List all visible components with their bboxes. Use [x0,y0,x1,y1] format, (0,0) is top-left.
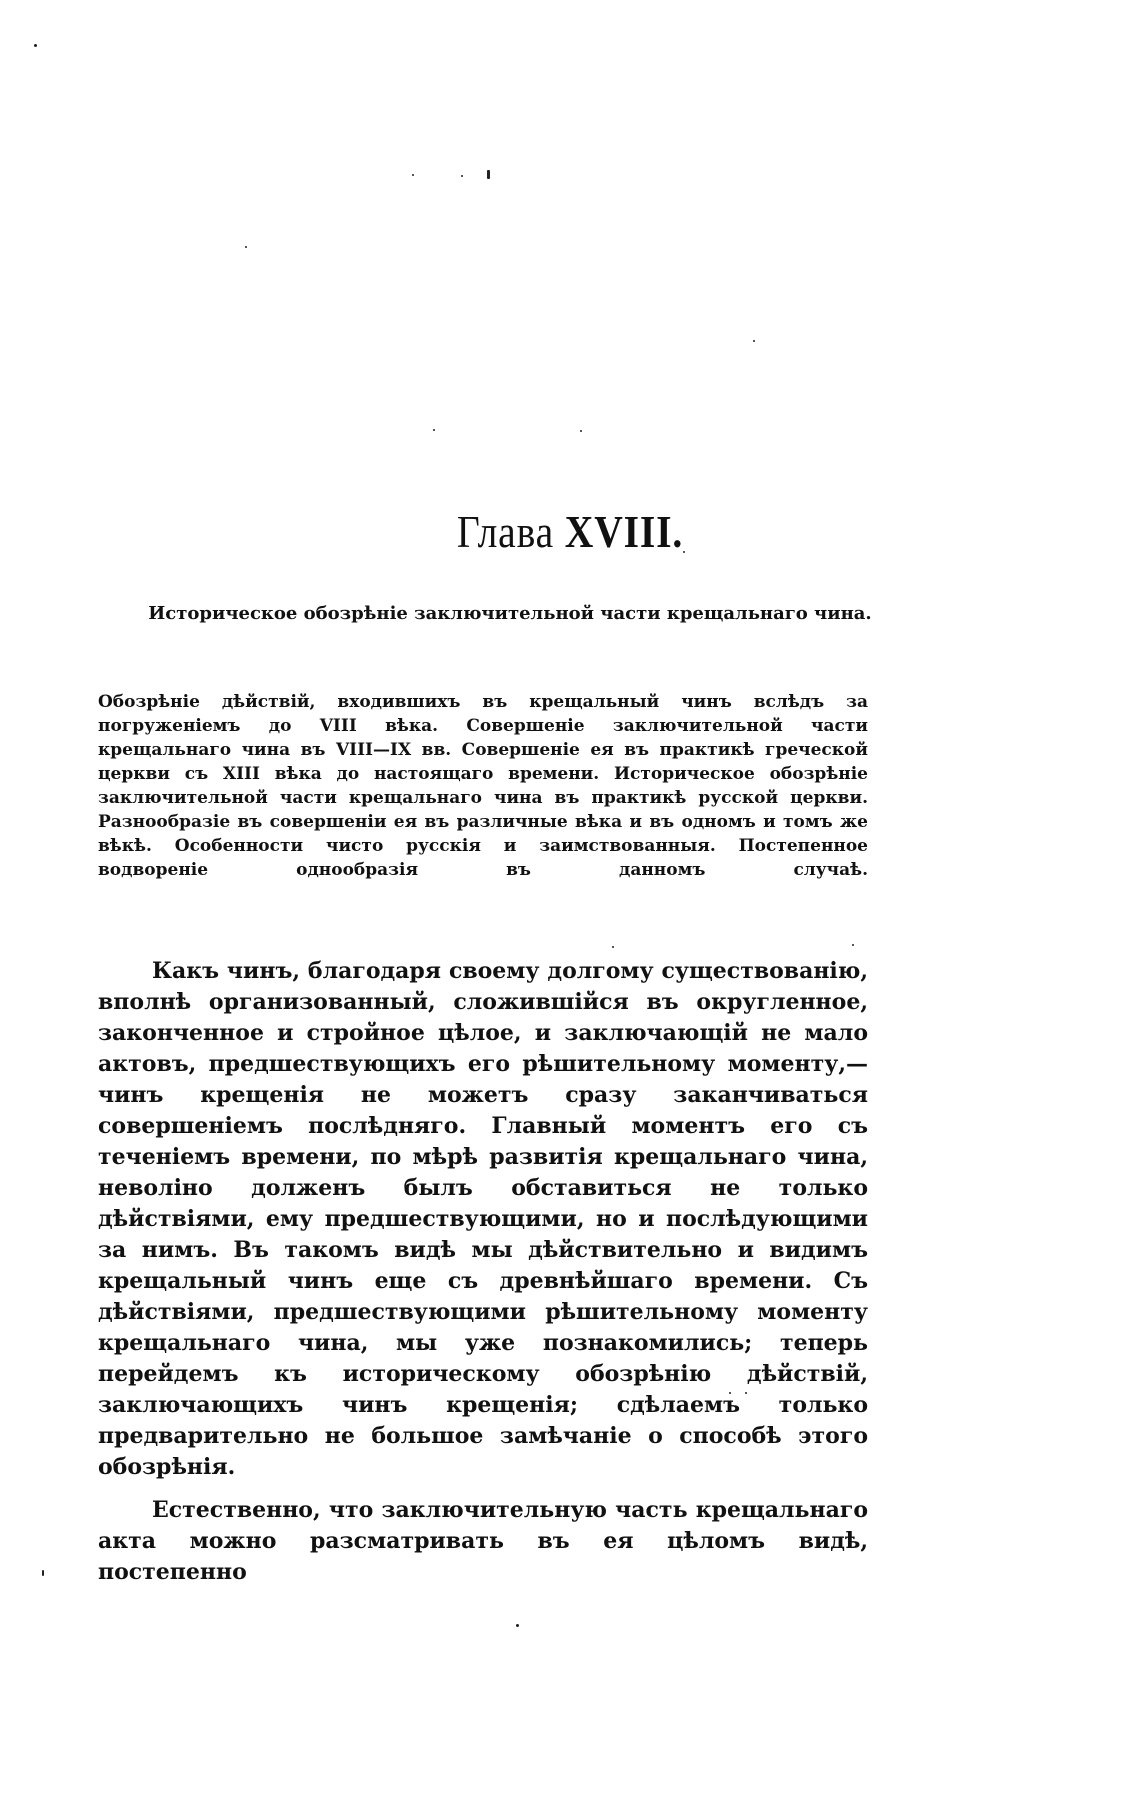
paragraph: Естественно, что заключительную часть крещальнаго акта можно разсматривать въ ея цѣломъ видѣ, постепенно [98,1497,868,1585]
scan-speck [487,170,490,179]
scan-speck [612,946,614,948]
scan-speck [516,1624,519,1627]
scan-speck [852,944,854,946]
scan-speck [580,430,582,432]
scan-speck [412,174,414,176]
body-text [98,956,868,1588]
chapter-label: Глава [456,506,555,557]
chapter-summary: Обозрѣніе дѣйствій, входившихъ въ крещальный чинъ вслѣдъ за погруженіемъ до VIII вѣка. Совершеніе заключительной части крещальнаго чина въ VIII—IX вв. Совершеніе ея въ практикѣ греческой церкви съ XIII вѣка до настоящаго времени. Историческое обозрѣніе заключительной части крещальнаго чина въ практикѣ русской церкви. Разнообразіе въ совершеніи ея въ различные вѣка и въ одномъ и томъ же вѣкѣ. Особенности чисто русскія и заимствованныя. Постепенное водвореніе однообразія въ данномъ случаѣ. [98,692,868,880]
chapter-subtitle: Историческое обозрѣніе заключительной части крещальнаго чина. [148,603,872,624]
scan-speck [42,1570,44,1576]
scan-speck [245,246,247,248]
scan-speck [461,175,463,177]
scan-speck [753,340,755,342]
scan-speck [433,429,435,431]
chapter-number: XVIII. [564,506,684,557]
scan-speck [34,44,37,47]
chapter-title [80,505,1060,558]
paragraph: Какъ чинъ, благодаря своему долгому существованію, вполнѣ организованный, сложившійся въ округленное, законченное и стройное цѣлое, и заключающій не мало актовъ, предшествующихъ его рѣшительному моменту,—чинъ крещенія не можетъ сразу заканчиваться совершеніемъ послѣдняго. Главный моментъ его съ теченіемъ времени, по мѣрѣ развитія крещальнаго чина, неволіно долженъ былъ обставиться не только дѣйствіями, ему предшествующими, но и послѣдующими за нимъ. Въ такомъ видѣ мы дѣйствительно и видимъ крещальный чинъ еще съ древнѣйшаго времени. Съ дѣйствіями, предшествующими рѣшительному моменту крещальнаго чина, мы уже познакомились; теперь перейдемъ къ историческому обозрѣнію дѣйствій, заключающихъ чинъ крещенія; сдѣлаемъ только предварительно не большое замѣчаніе о способѣ этого обозрѣнія. [98,958,868,1480]
